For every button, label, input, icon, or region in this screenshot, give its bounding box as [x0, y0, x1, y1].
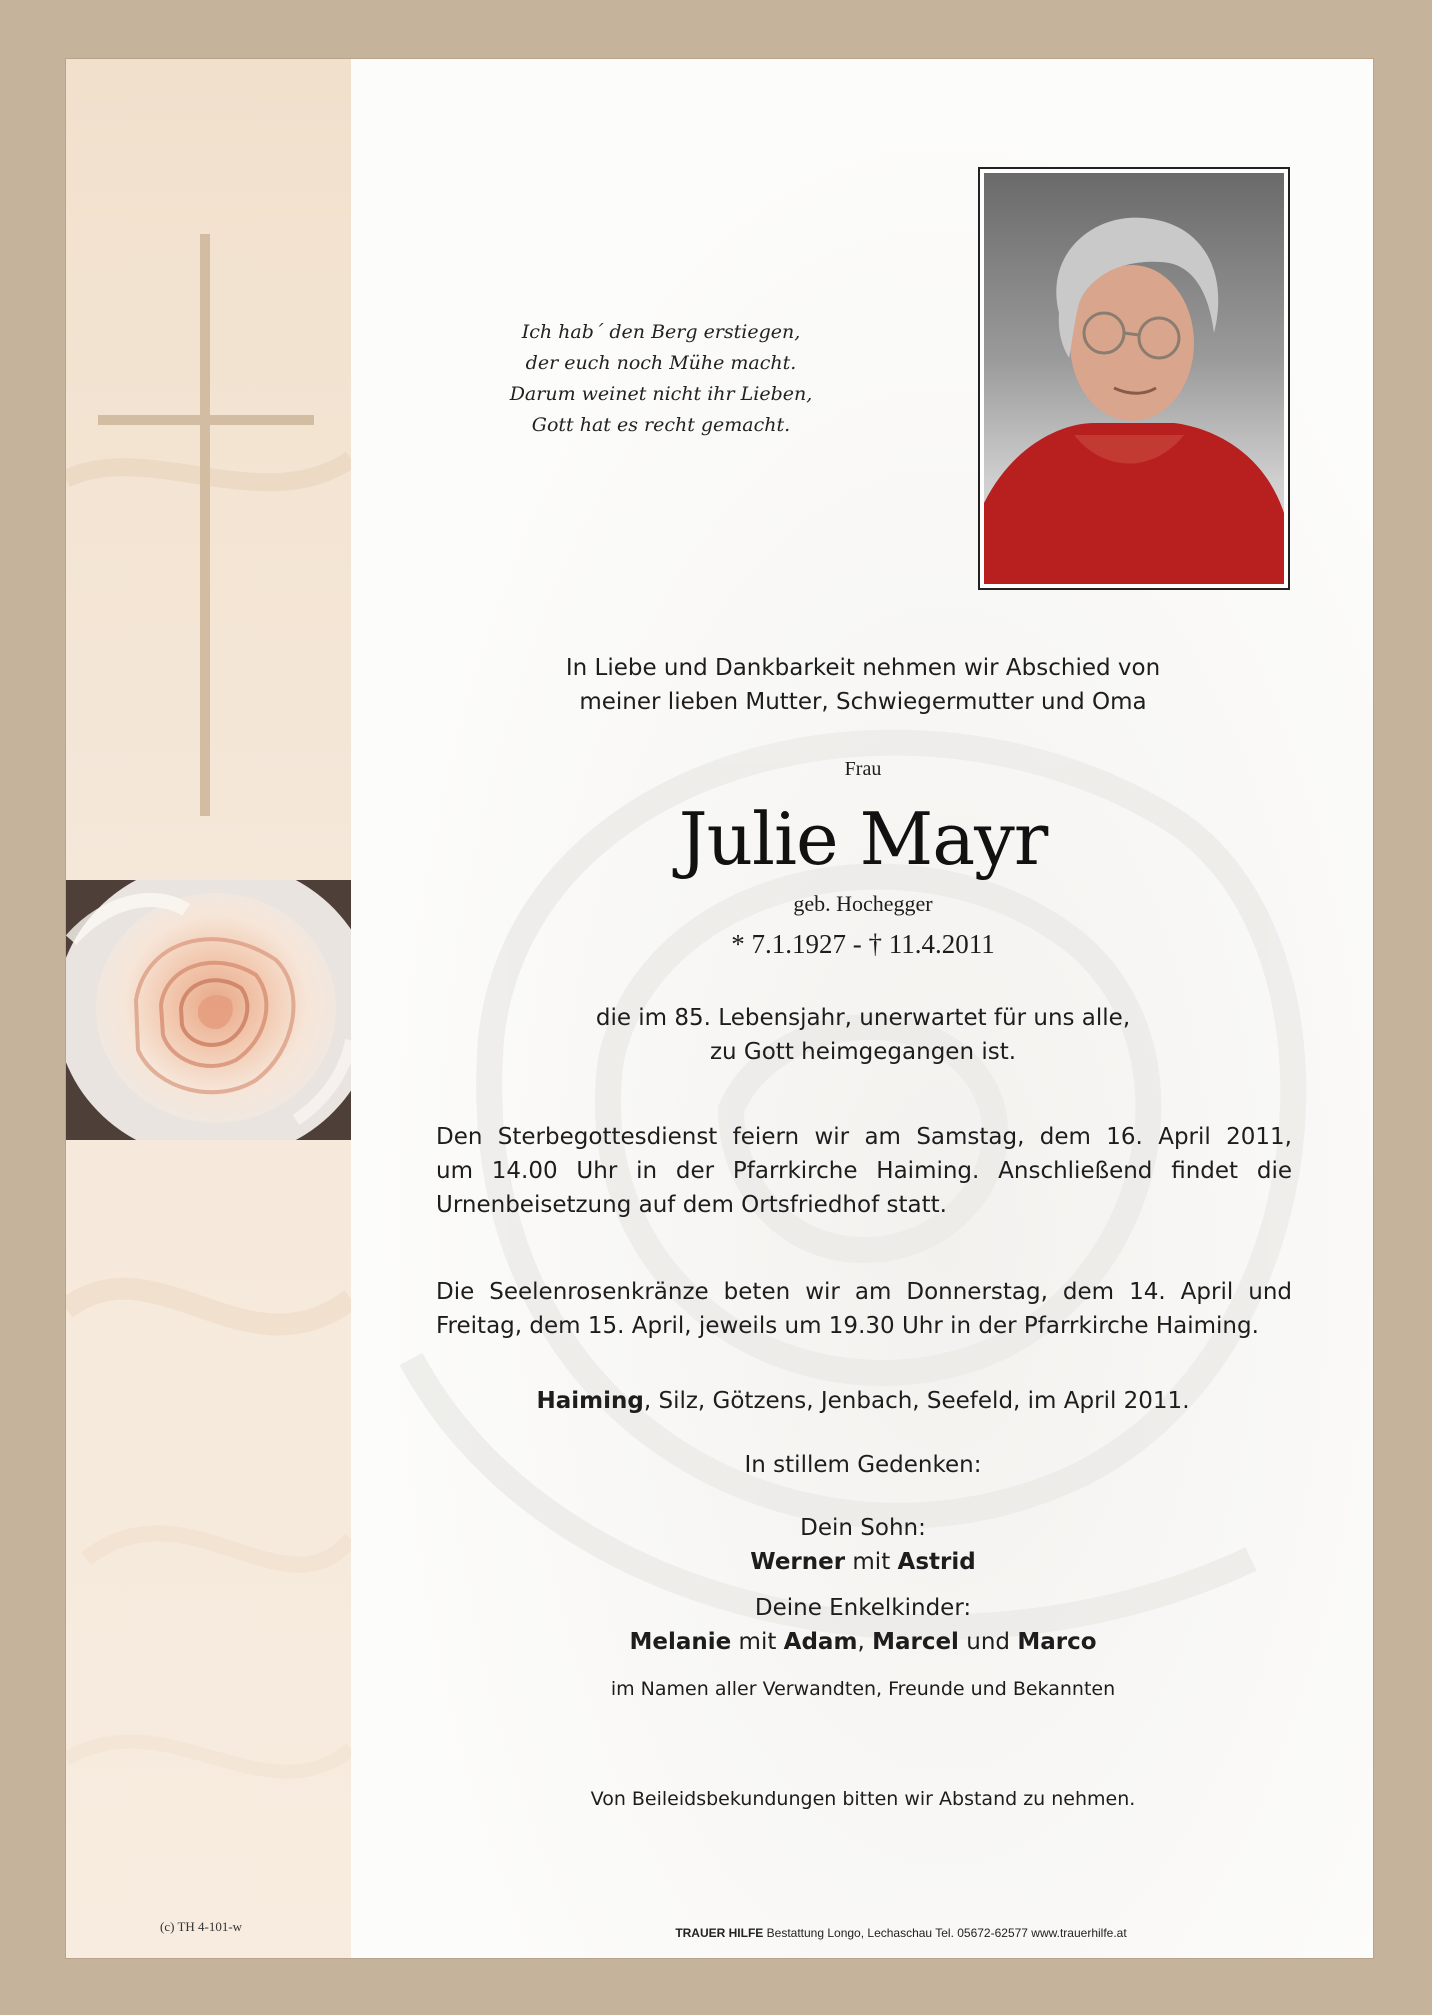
rosary-paragraph	[436, 1275, 1292, 1343]
paragraph-line: Die Seelenrosenkränze beten wir am Donnerstag, dem 14. April und	[436, 1279, 1292, 1305]
grandchildren-label: Deine Enkelkinder:	[754, 1595, 972, 1621]
relatives-line: im Namen aller Verwandten, Freunde und Bekannten	[610, 1678, 1116, 1700]
connector: mit	[731, 1629, 784, 1655]
paragraph-line: Freitag, dem 15. April, jeweils um 19.30 Uhr in der Pfarrkirche Haiming.	[436, 1313, 1259, 1339]
obituary-sheet	[65, 58, 1374, 1959]
copyright-code: (c) TH 4-101-w	[160, 1919, 243, 1934]
footer-imprint	[551, 1926, 1251, 1940]
paragraph-line: Den Sterbegottesdienst feiern wir am Samstag, dem 16. April 2011,	[436, 1124, 1292, 1150]
poem-line: Ich hab´ den Berg erstiegen,	[521, 321, 801, 343]
grandchild-name: Marco	[1017, 1629, 1097, 1655]
portrait-frame	[978, 167, 1290, 590]
paragraph-line: um 14.00 Uhr in der Pfarrkirche Haiming. Anschließend findet die	[436, 1158, 1292, 1184]
places-rest: , Silz, Götzens, Jenbach, Seefeld, im April 2011.	[643, 1388, 1190, 1414]
condolence-request: Von Beileidsbekundungen bitten wir Abstand zu nehmen.	[590, 1788, 1136, 1810]
grandchild-name: Marcel	[872, 1629, 959, 1655]
funeral-service-paragraph	[436, 1120, 1292, 1222]
age-line: die im 85. Lebensjahr, unerwartet für uns alle,	[595, 1005, 1131, 1031]
portrait-icon	[984, 173, 1284, 584]
son-partner-name: Astrid	[897, 1549, 976, 1575]
son-label: Dein Sohn:	[800, 1515, 926, 1541]
connector: und	[958, 1629, 1018, 1655]
main-panel	[351, 59, 1373, 1958]
son-name: Werner	[750, 1549, 846, 1575]
places-and-date	[433, 1388, 1293, 1414]
intro-line: In Liebe und Dankbarkeit nehmen wir Abschied von	[565, 655, 1161, 681]
connector: mit	[845, 1549, 898, 1575]
footer-brand: TRAUER HILFE	[675, 1926, 764, 1940]
grandchild-name: Melanie	[629, 1629, 732, 1655]
son-names	[433, 1549, 1293, 1575]
rose-image	[66, 880, 351, 1140]
connector: ,	[857, 1629, 873, 1655]
grandchild-name: Adam	[783, 1629, 858, 1655]
intro-text	[433, 651, 1293, 719]
cross-icon-horizontal	[98, 415, 314, 425]
birth-name: geb. Hochegger	[793, 891, 933, 916]
portrait-photo	[984, 173, 1284, 584]
salutation: Frau	[844, 758, 882, 780]
poem-line: der euch noch Mühe macht.	[525, 352, 797, 374]
footer-text: Bestattung Longo, Lechaschau Tel. 05672-62577 www.trauerhilfe.at	[763, 1926, 1127, 1940]
cross-icon-vertical	[200, 234, 210, 816]
rose-icon	[66, 880, 351, 1140]
poem	[481, 317, 841, 441]
poem-line: Darum weinet nicht ihr Lieben,	[509, 383, 813, 405]
side-panel	[66, 59, 351, 1958]
in-memory-heading: In stillem Gedenken:	[744, 1452, 982, 1478]
poem-line: Gott hat es recht gemacht.	[531, 414, 791, 436]
life-dates: * 7.1.1927 - † 11.4.2011	[731, 929, 995, 959]
paragraph-line: Urnenbeisetzung auf dem Ortsfriedhof statt.	[436, 1192, 947, 1218]
intro-line: meiner lieben Mutter, Schwiegermutter und Oma	[579, 689, 1147, 715]
place-bold: Haiming	[536, 1388, 644, 1414]
deceased-name: Julie Mayr	[678, 797, 1048, 881]
age-text	[433, 1001, 1293, 1069]
age-line: zu Gott heimgegangen ist.	[709, 1039, 1017, 1065]
grandchildren-names	[433, 1629, 1293, 1655]
